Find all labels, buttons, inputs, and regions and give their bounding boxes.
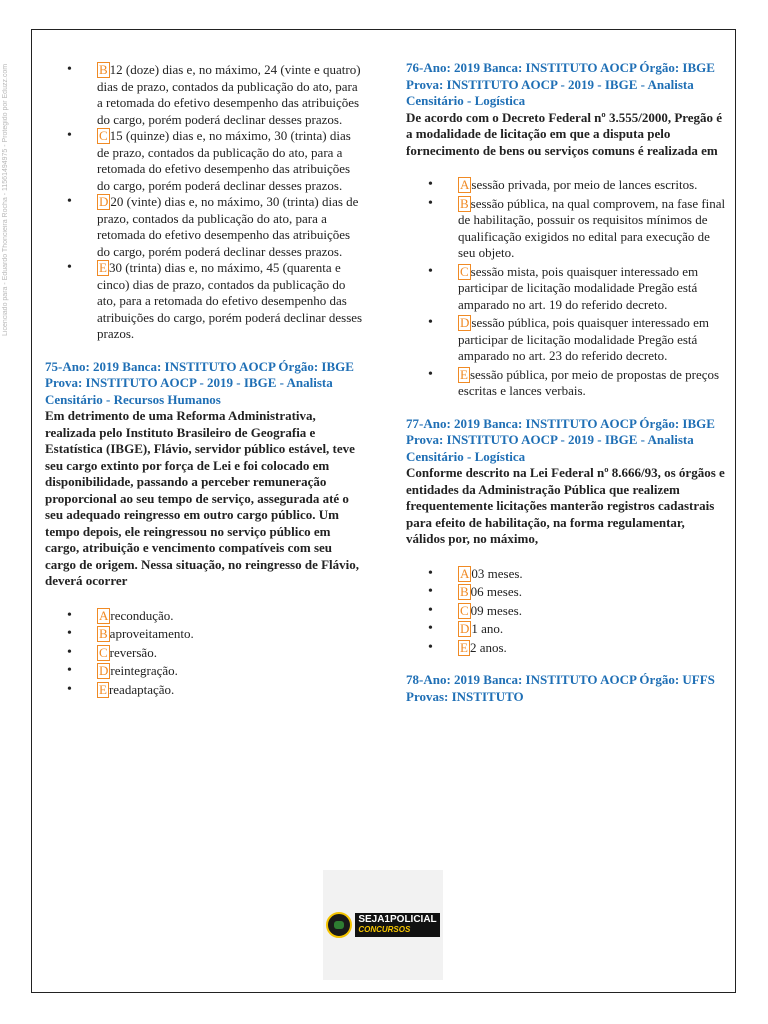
option-text: 15 (quinze) dias e, no máximo, 30 (trinta) dias de prazo, contados da publicação do ato, para a retomada do efetivo desempenho das atribuições do cargo, porém poderá declinar desses prazos.: [97, 128, 351, 193]
option-letter: E: [99, 681, 107, 697]
option-letter: A: [460, 177, 470, 192]
q76-header: 76-Ano: 2019 Banca: INSTITUTO AOCP Órgão: IBGE Prova: INSTITUTO AOCP - 2019 - IBGE - Analista Censitário - Logística: [406, 60, 715, 108]
logo-line-1: SEJA1POLICIAL: [358, 914, 437, 925]
q75-option-b[interactable]: [45, 626, 365, 643]
option-text: reversão.: [109, 644, 157, 660]
logo-line-2: CONCURSOS: [358, 925, 411, 934]
option-letter: E: [460, 639, 468, 655]
option-text: 12 (doze) dias e, no máximo, 24 (vinte e quatro) dias de prazo, contados da publicação do ato, para a retomada do efetivo desempenho das atribuições do cargo, porém poderá declinar desses prazos.: [97, 62, 361, 127]
q75-question: Em detrimento de uma Reforma Administrativa, realizada pelo Instituto Brasileiro de Geografia e Estatística (IBGE), Flávio, servidor público estável, teve seu cargo extinto por força de Lei e foi colocado em disponibilidade, passando a perceber remuneração proporcional ao seu tempo de serviço, assegurada até o seu adequado reingresso em outro cargo público. Um tempo depois, ele reingressou no serviço público em cargo, atribuição e vencimento compatíveis com seu cargo de origem. Nessa situação, no reingresso de Flávio, deverá ocorrer: [45, 408, 360, 588]
q77-options: [406, 566, 726, 657]
q76-option-b[interactable]: [406, 196, 726, 262]
q77-option-a[interactable]: [406, 566, 726, 583]
option-text: aproveitamento.: [109, 626, 194, 641]
q74-options: [45, 62, 365, 343]
option-text: sessão mista, pois quaisquer interessado em participar de licitação modalidade Pregão está amparado no art. 19 do referido decreto.: [458, 263, 699, 312]
q76-options: [406, 177, 726, 400]
q74-option-e[interactable]: [45, 260, 365, 343]
option-letter: A: [460, 565, 470, 581]
option-letter: C: [99, 644, 108, 660]
q76-option-c[interactable]: [406, 264, 726, 314]
option-text: 20 (vinte) dias e, no máximo, 30 (trinta) dias de prazo, contados da publicação do ato, para a retomada do efetivo desempenho das atribuições do cargo, porém poderá declinar desses prazos.: [97, 194, 359, 259]
q77-question: Conforme descrito na Lei Federal nº 8.666/93, os órgãos e entidades da Administração Pública que realizem frequentemente licitações manterão registros cadastrais para efeito de habilitação, na forma regulamentar, válidos por, no máximo,: [406, 465, 725, 546]
q75-option-c[interactable]: [45, 645, 365, 662]
logo-wordmark: [355, 913, 439, 937]
left-column: [45, 62, 365, 700]
option-letter: C: [99, 128, 108, 143]
q76-option-a[interactable]: [406, 177, 726, 194]
option-letter: E: [460, 366, 468, 382]
option-letter: D: [99, 663, 109, 678]
badge-icon: [326, 912, 352, 938]
right-column: [406, 60, 726, 705]
option-text: reintegração.: [110, 663, 178, 678]
option-letter: E: [99, 260, 107, 275]
q75-header: 75-Ano: 2019 Banca: INSTITUTO AOCP Órgão: IBGE Prova: INSTITUTO AOCP - 2019 - IBGE - Analista Censitário - Recursos Humanos: [45, 358, 354, 407]
option-letter: D: [99, 194, 109, 209]
q74-option-d[interactable]: [45, 194, 365, 260]
option-text: sessão pública, por meio de propostas de preços escritas e lances verbais.: [458, 366, 720, 398]
option-letter: B: [99, 626, 108, 641]
q76-question: De acordo com o Decreto Federal nº 3.555/2000, Pregão é a modalidade de licitação em que a disputa pelo fornecimento de bens ou serviços comuns é realizada em: [406, 109, 723, 158]
option-text: 30 (trinta) dias e, no máximo, 45 (quarenta e cinco) dias de prazo, contados da publicação do ato, para a retomada do efetivo desempenho das atribuições do cargo, porém poderá declinar desses prazos.: [97, 260, 363, 341]
q75-option-e[interactable]: [45, 682, 365, 699]
option-text: sessão pública, na qual comprovem, na fase final de habilitação, possuir os requisitos mínimos de qualificação exigidos no edital para execução de seu objeto.: [458, 195, 726, 260]
option-letter: C: [460, 263, 469, 279]
option-letter: D: [460, 315, 470, 330]
option-letter: C: [460, 602, 469, 618]
option-text: sessão pública, pois quaisquer interessado em participar de licitação modalidade Pregão está amparado no art. 23 do referido decreto.: [458, 315, 709, 363]
option-text: 1 ano.: [471, 621, 504, 636]
q76-option-e[interactable]: [406, 367, 726, 400]
q74-option-c[interactable]: [45, 128, 365, 194]
option-letter: A: [99, 607, 109, 623]
q78-header: 78-Ano: 2019 Banca: INSTITUTO AOCP Órgão: UFFS Provas: INSTITUTO: [406, 672, 715, 704]
option-text: recondução.: [110, 607, 174, 623]
option-text: 06 meses.: [470, 584, 522, 599]
q75-option-d[interactable]: [45, 663, 365, 680]
q75-option-a[interactable]: [45, 608, 365, 625]
option-text: 2 anos.: [469, 639, 507, 655]
q74-option-b[interactable]: [45, 62, 365, 128]
option-letter: D: [460, 621, 470, 636]
option-text: 09 meses.: [470, 602, 522, 618]
q77-header: 77-Ano: 2019 Banca: INSTITUTO AOCP Órgão: IBGE Prova: INSTITUTO AOCP - 2019 - IBGE - Analista Censitário - Logística: [406, 415, 715, 464]
license-watermark: Licenciado para - Eduardo Thoncieira Rocha - 11561494975 - Protegido por Eduzz.com: [2, 63, 9, 336]
q77-option-b[interactable]: [406, 584, 726, 601]
q77-option-d[interactable]: [406, 621, 726, 638]
option-text: readaptação.: [108, 681, 175, 697]
option-text: 03 meses.: [471, 565, 523, 581]
option-letter: B: [460, 584, 469, 599]
q77-option-c[interactable]: [406, 603, 726, 620]
q75-options: [45, 608, 365, 699]
option-letter: B: [99, 62, 108, 77]
q77-option-e[interactable]: [406, 640, 726, 657]
brand-logo: [323, 870, 443, 980]
option-letter: B: [460, 195, 469, 211]
option-text: sessão privada, por meio de lances escritos.: [471, 177, 698, 192]
q76-option-d[interactable]: [406, 315, 726, 365]
